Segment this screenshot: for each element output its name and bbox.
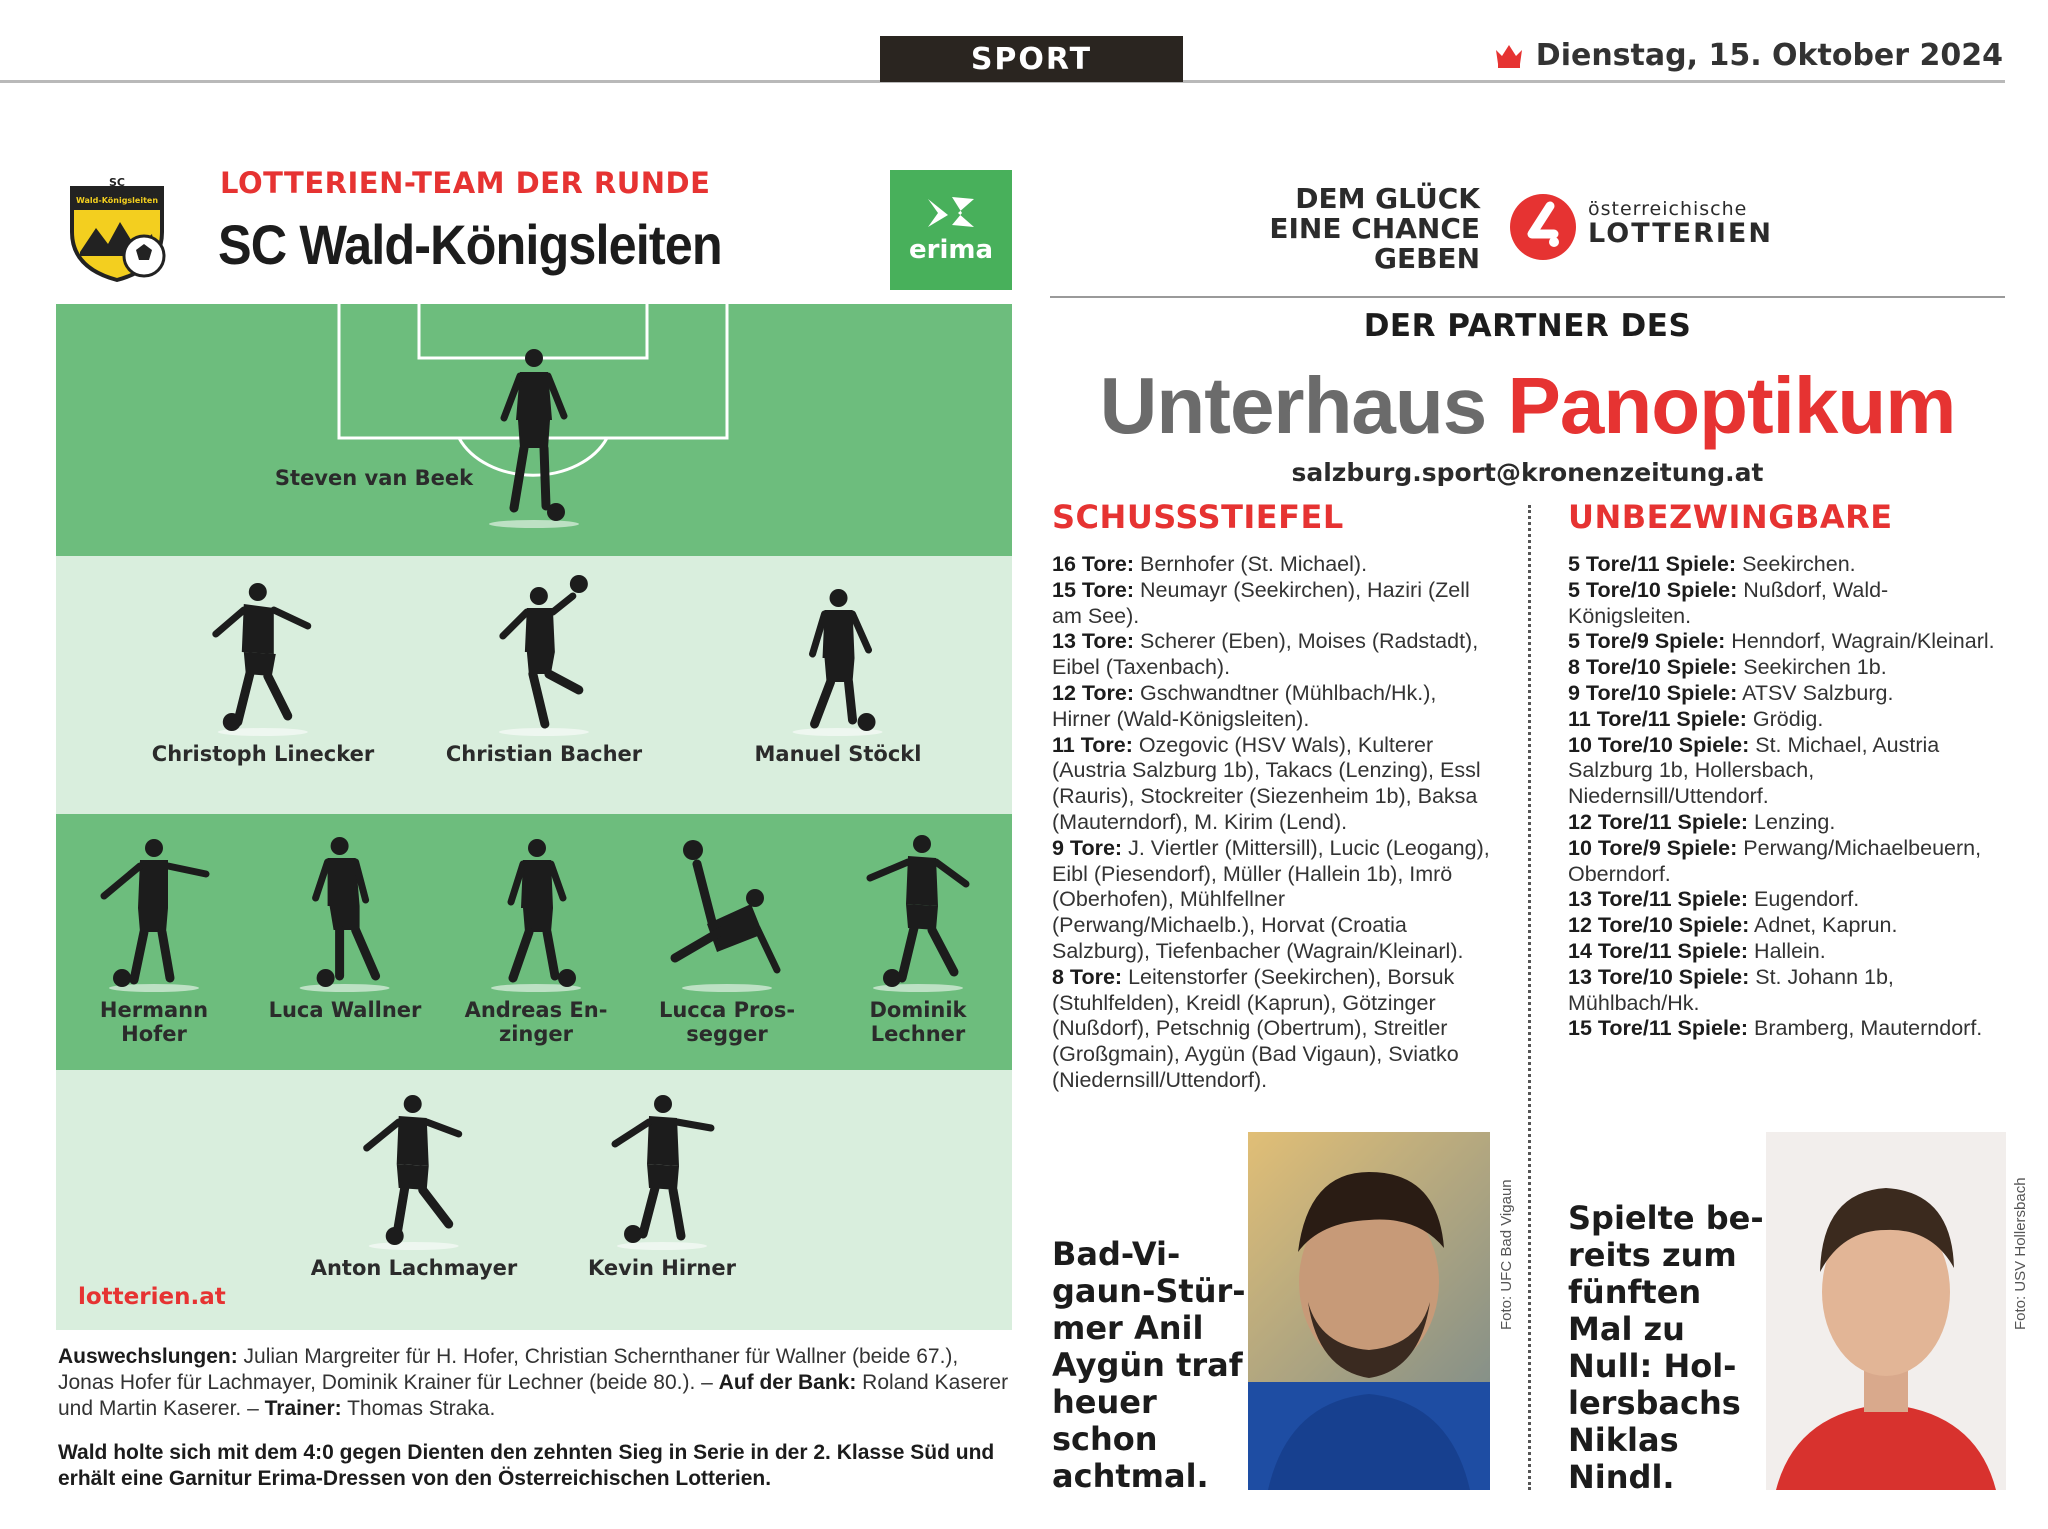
caption-line: heuer <box>1052 1383 1157 1421</box>
caption-line: Null: Hol- <box>1568 1347 1737 1385</box>
caption-line: schon <box>1052 1420 1158 1458</box>
photo-caption-right <box>1568 1200 1764 1496</box>
subs-text: Julian Margreiter für H. Hofer, Christian Schernthaner für Wallner (beide 67.), Jonas Hofer für Lachmayer, Dominik Krainer für Lechner (beide 80.). – <box>58 1345 959 1394</box>
issue-date: Dienstag, 15. Oktober 2024 <box>1535 37 2003 73</box>
list-item <box>1568 810 2004 836</box>
player-name: Anton Lachmayer <box>310 1256 518 1280</box>
item-text: Bramberg, Mauterndorf. <box>1748 1016 1983 1041</box>
player-name: Kevin Hirner <box>588 1256 736 1280</box>
item-label: 8 Tore: <box>1052 964 1123 989</box>
player-figure-icon <box>607 1094 717 1246</box>
item-text: Ozegovic (HSV Wals), Kulterer (Austria Salzburg 1b), Takacs (Lenzing), Essl (Rauris), Stockreiter (Siezenheim 1b), Baksa (Mauterndorf), M. Kirim (Lend). <box>1052 732 1481 834</box>
player-midfielder-4 <box>652 834 802 1046</box>
item-text: Seekirchen. <box>1736 552 1856 576</box>
item-text: ATSV Salzburg. <box>1737 680 1894 705</box>
brand-big: LOTTERIEN <box>1588 218 1773 249</box>
list-item <box>1052 733 1492 836</box>
player-shadow <box>682 984 772 992</box>
item-label: 9 Tore/10 Spiele: <box>1568 680 1738 705</box>
caption-line: Aygün traf <box>1052 1346 1243 1384</box>
section-tab: SPORT <box>880 36 1183 82</box>
caption-line: gaun-Stür- <box>1052 1272 1246 1310</box>
player-name: Hermann Hofer <box>99 998 209 1046</box>
item-label: 11 Tore: <box>1052 732 1133 757</box>
list-item <box>1568 887 2004 913</box>
player-forward-2 <box>588 1094 736 1280</box>
photo-credit-right: Foto: USV Hollersbach <box>2012 1177 2029 1330</box>
item-label: 12 Tore: <box>1052 680 1135 705</box>
scorers-list <box>1052 552 1492 1094</box>
item-text: Bernhofer (St. Michael). <box>1134 552 1368 576</box>
item-label: 5 Tore/10 Spiele: <box>1568 577 1738 602</box>
item-label: 13 Tore: <box>1052 629 1135 654</box>
item-label: 5 Tore/11 Spiele: <box>1568 552 1737 576</box>
portrait-silhouette-icon <box>1248 1132 1490 1490</box>
item-label: 12 Tore/10 Spiele: <box>1568 913 1750 938</box>
item-text: Hallein. <box>1748 938 1826 963</box>
item-text: Henndorf, Wagrain/Kleinarl. <box>1725 629 1995 654</box>
list-item <box>1052 965 1492 1094</box>
list-item <box>1568 939 2004 965</box>
player-midfielder-5 <box>843 834 993 1046</box>
player-figure-icon <box>667 834 787 988</box>
lotterien-logo-icon <box>1508 192 1578 262</box>
caption-line: achtmal. <box>1052 1457 1209 1495</box>
item-label: 8 Tore/10 Spiele: <box>1568 655 1738 680</box>
sponsor-slogan <box>1230 184 1480 274</box>
list-item <box>1568 733 2004 810</box>
list-item <box>1568 655 2004 681</box>
item-label: 12 Tore/11 Spiele: <box>1568 809 1749 834</box>
list-item <box>1568 1016 2004 1042</box>
caption-line: Mal zu <box>1568 1310 1685 1348</box>
crown-icon <box>1494 42 1524 68</box>
item-label: 9 Tore: <box>1052 835 1123 860</box>
item-text: Scherer (Eben), Moises (Radstadt), Eibel (Taxenbach). <box>1052 629 1479 680</box>
list-item <box>1568 707 2004 733</box>
defense-list <box>1568 552 2004 1042</box>
item-text: Lenzing. <box>1748 809 1836 834</box>
photo-credit-left: Foto: UFC Bad Vigaun <box>1498 1179 1515 1330</box>
item-label: 13 Tore/11 Spiele: <box>1568 887 1749 912</box>
coach-label: Trainer: <box>264 1397 342 1420</box>
slogan-line: GEBEN <box>1373 242 1480 275</box>
item-label: 5 Tore/9 Spiele: <box>1568 629 1726 654</box>
erima-label: erima <box>908 235 993 265</box>
player-figure-icon <box>359 1094 469 1246</box>
player-figure-icon <box>858 834 978 988</box>
contact-email[interactable]: salzburg.sport@kronenzeitung.at <box>1291 458 1764 487</box>
item-text: Nußdorf, Wald-Königsleiten. <box>1568 577 1889 628</box>
list-item <box>1568 629 2004 655</box>
player-name: Manuel Stöckl <box>754 742 922 766</box>
lineup-pitch <box>56 304 1012 1330</box>
caption-line: lersbachs <box>1568 1384 1741 1422</box>
caption-line: Spielte be- <box>1568 1199 1764 1237</box>
slogan-line: DEM GLÜCK <box>1295 182 1480 215</box>
player-midfielder-2 <box>269 836 422 1022</box>
list-item <box>1052 681 1492 733</box>
player-shadow <box>300 984 390 992</box>
item-text: Neumayr (Seekirchen), Haziri (Zell am See). <box>1052 577 1470 628</box>
list-item <box>1568 578 2004 630</box>
date-line <box>1494 34 2003 76</box>
caption-line: fünften <box>1568 1273 1702 1311</box>
player-figure-icon <box>300 836 390 988</box>
player-shadow <box>369 1242 459 1250</box>
player-name: Christian Bacher <box>445 742 643 766</box>
item-text: Eugendorf. <box>1748 887 1860 912</box>
erima-badge <box>890 170 1012 290</box>
item-label: 10 Tore/10 Spiele: <box>1568 732 1750 757</box>
item-text: J. Viertler (Mittersill), Lucic (Leogang), Eibl (Piesendorf), Müller (Hallein 1b), Imrö (Oberhofen), Mühlfellner (Perwang/Michaelb.), Horvat (Croatia Salzburg), Tiefenbacher (Wagrain/Kleinarl). <box>1052 835 1490 963</box>
right-rule <box>1050 296 2005 298</box>
player-name: Christoph Linecker <box>151 742 375 766</box>
player-defender-2 <box>446 574 642 766</box>
team-overline: LOTTERIEN-TEAM DER RUNDE <box>220 166 711 200</box>
item-text: Leitenstorfer (Seekirchen), Borsuk (Stuhlfelden), Kreidl (Kaprun), Götzinger (Nußdorf), Petschnig (Obertrum), Streitler (Großgmain), Aygün (Bad Vigaun), Sviatko (Niedernsill/Uttendorf). <box>1052 964 1459 1092</box>
team-title: SC Wald-Königsleiten <box>218 213 722 276</box>
player-figure-icon <box>208 582 318 732</box>
item-label: 16 Tore: <box>1052 552 1135 576</box>
lotterien-url[interactable]: lotterien.at <box>78 1284 226 1310</box>
item-label: 13 Tore/10 Spiele: <box>1568 964 1750 989</box>
item-label: 15 Tore: <box>1052 577 1135 602</box>
coach-text: Thomas Straka. <box>341 1397 496 1420</box>
player-shadow <box>617 1242 707 1250</box>
caption-line: mer Anil <box>1052 1309 1204 1347</box>
player-figure-icon <box>94 838 214 988</box>
erima-logo-icon <box>924 195 978 231</box>
list-item <box>1568 552 2004 578</box>
item-text: St. Johann 1b, Mühlbach/Hk. <box>1568 964 1894 1015</box>
item-label: 10 Tore/9 Spiele: <box>1568 835 1738 860</box>
heading-unbezwingbare: UNBEZWINGBARE <box>1568 498 1893 536</box>
list-item <box>1568 681 2004 707</box>
item-text: Seekirchen 1b. <box>1737 655 1887 680</box>
column-divider <box>1528 505 1531 1490</box>
list-item <box>1568 836 2004 888</box>
item-label: 15 Tore/11 Spiele: <box>1568 1016 1749 1041</box>
list-item <box>1052 836 1492 965</box>
list-item <box>1052 629 1492 681</box>
list-item <box>1568 965 2004 1017</box>
item-text: Grödig. <box>1746 706 1824 731</box>
player-forward-1 <box>311 1094 518 1280</box>
brand-small: österreichische <box>1588 198 1748 220</box>
player-midfielder-1 <box>79 838 229 1046</box>
list-item <box>1568 913 2004 939</box>
column-title <box>1050 360 2005 452</box>
crest-sc-text: SC <box>109 178 125 189</box>
slogan-line: EINE CHANCE <box>1269 212 1480 245</box>
item-text: Adnet, Kaprun. <box>1749 913 1898 938</box>
item-text: Perwang/Michaelbeuern, Oberndorf. <box>1568 835 1982 886</box>
player-name: Lucca Pros-segger <box>658 998 796 1046</box>
player-shadow <box>499 728 589 736</box>
team-summary: Wald holte sich mit dem 4:0 gegen Dienten den zehnten Sieg in Serie in der 2. Klasse Süd und erhält eine Garnitur Erima-Dressen von den Österreichischen Lotterien. <box>58 1441 995 1490</box>
photo-caption-left <box>1052 1236 1246 1495</box>
item-label: 14 Tore/11 Spiele: <box>1568 938 1749 963</box>
player-figure-icon <box>793 588 883 732</box>
item-text: Gschwandtner (Mühlbach/Hk.), Hirner (Wald-Königsleiten). <box>1052 680 1437 731</box>
player-label-goalkeeper <box>275 466 473 490</box>
caption-line: Nindl. <box>1568 1458 1675 1496</box>
subs-label: Auswechslungen: <box>58 1345 238 1368</box>
list-item <box>1052 578 1492 630</box>
crest-club-text: Wald-Königsleiten <box>75 196 159 205</box>
caption-line: Bad-Vi- <box>1052 1235 1181 1273</box>
caption-line: Niklas <box>1568 1421 1679 1459</box>
player-name: Dominik Lechner <box>869 998 967 1046</box>
partner-kicker: DER PARTNER DES <box>1363 308 1692 344</box>
player-defender-1 <box>152 582 374 766</box>
player-name: Andreas En-zinger <box>464 998 608 1046</box>
item-label: 11 Tore/11 Spiele: <box>1568 706 1747 731</box>
player-figure-icon <box>491 838 581 988</box>
player-name: Luca Wallner <box>268 998 422 1022</box>
heading-schussstiefel: SCHUSSSTIEFEL <box>1052 498 1344 536</box>
player-defender-3 <box>755 588 922 766</box>
title-grey: Unterhaus <box>1099 361 1487 450</box>
player-midfielder-3 <box>461 838 611 1046</box>
item-text: St. Michael, Austria Salzburg 1b, Hollersbach, Niedernsill/Uttendorf. <box>1568 732 1940 809</box>
player-goalkeeper <box>489 348 579 534</box>
bench-text: Roland Kaserer und Martin Kaserer. – <box>58 1371 1009 1420</box>
player-name: Steven van Beek <box>274 466 474 490</box>
title-red: Panoptikum <box>1507 361 1956 450</box>
player-figure-icon <box>494 348 574 524</box>
lotterien-brand <box>1588 198 1773 249</box>
player-figure-icon <box>489 574 599 732</box>
list-item <box>1052 552 1492 578</box>
bench-label: Auf der Bank: <box>718 1371 857 1394</box>
substitutions-text <box>58 1344 1018 1422</box>
player-shadow <box>489 520 579 528</box>
caption-line: reits zum <box>1568 1236 1737 1274</box>
player-photo-left <box>1248 1132 1490 1490</box>
portrait-silhouette-icon <box>1766 1132 2006 1490</box>
team-crest-icon <box>66 178 168 282</box>
player-photo-right <box>1766 1132 2006 1490</box>
player-shadow <box>873 984 963 992</box>
